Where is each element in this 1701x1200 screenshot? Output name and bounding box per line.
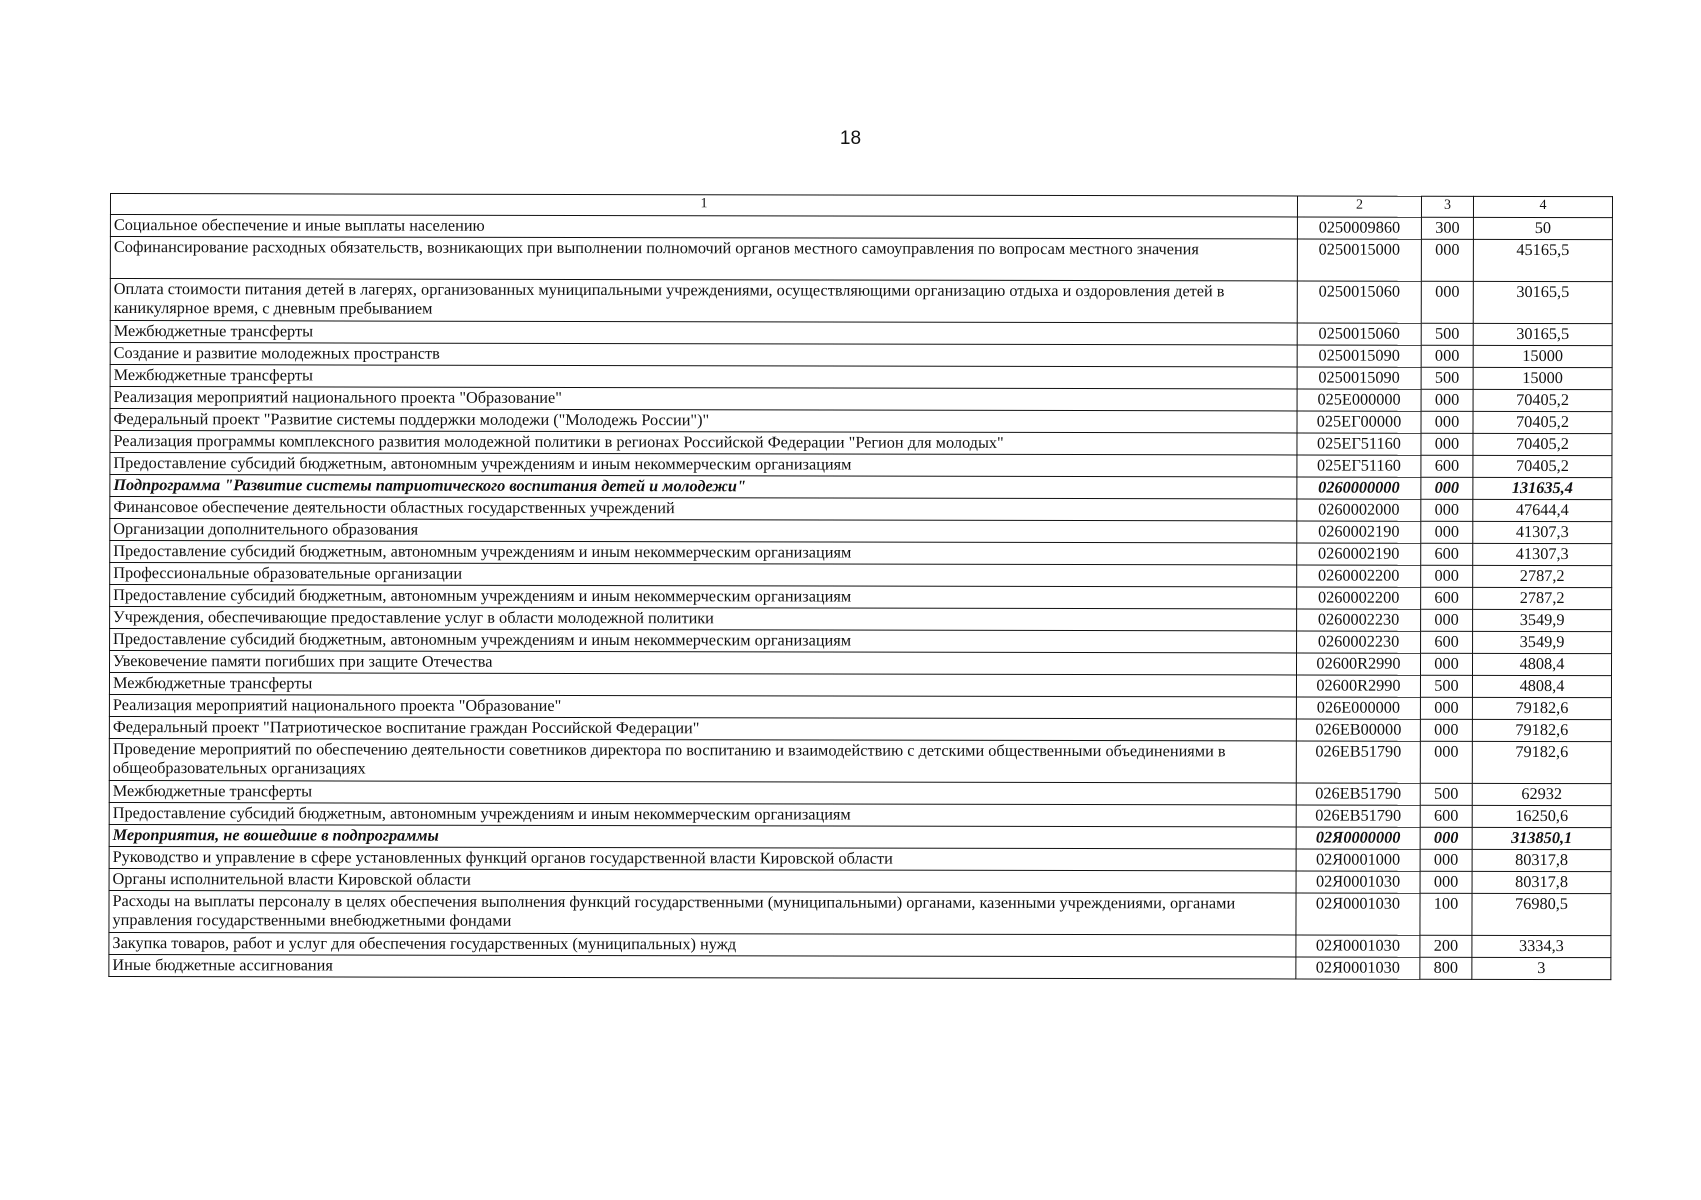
table-body: [109, 215, 1613, 980]
cell-expense-kind: 000: [1420, 719, 1472, 741]
table-row: [110, 453, 1612, 478]
cell-name: Межбюджетные трансферты: [110, 365, 1297, 389]
cell-target-code: 025ЕГ00000: [1297, 411, 1421, 433]
cell-amount: 16250,6: [1472, 805, 1611, 827]
cell-amount: 70405,2: [1473, 433, 1612, 455]
cell-expense-kind: 500: [1420, 675, 1472, 697]
table-row: [109, 802, 1611, 827]
cell-name: Финансовое обеспечение деятельности областных государственных учреждений: [110, 497, 1297, 521]
cell-amount: 50: [1473, 217, 1612, 239]
cell-expense-kind: 000: [1421, 239, 1473, 281]
cell-expense-kind: 000: [1421, 565, 1473, 587]
cell-amount: 2787,2: [1473, 565, 1612, 587]
cell-name: Организации дополнительного образования: [110, 519, 1297, 543]
cell-name: Межбюджетные трансферты: [109, 780, 1296, 804]
column-header-kind: 3: [1421, 196, 1473, 217]
cell-target-code: 0250015090: [1297, 345, 1421, 367]
cell-amount: 76980,5: [1472, 893, 1611, 935]
column-header-name: 1: [110, 194, 1297, 217]
table-row: [110, 607, 1612, 632]
cell-target-code: 0260002190: [1297, 521, 1421, 543]
cell-expense-kind: 600: [1421, 455, 1473, 477]
cell-amount: 4808,4: [1472, 653, 1611, 675]
cell-expense-kind: 000: [1421, 411, 1473, 433]
table-row: [109, 716, 1611, 741]
cell-target-code: 0250015060: [1297, 323, 1421, 345]
cell-amount: 4808,4: [1472, 675, 1611, 697]
cell-expense-kind: 600: [1421, 543, 1473, 565]
table-row: [110, 215, 1612, 240]
cell-name: Федеральный проект "Развитие системы поддержки молодежи ("Молодежь России")": [110, 409, 1297, 433]
cell-expense-kind: 500: [1421, 323, 1473, 345]
cell-name: Иные бюджетные ассигнования: [109, 954, 1296, 978]
table-row: [110, 541, 1612, 566]
column-header-code: 2: [1297, 196, 1421, 217]
cell-amount: 70405,2: [1473, 389, 1612, 411]
table-row: [109, 868, 1611, 893]
table-row: [110, 343, 1612, 368]
table-row: [110, 387, 1612, 412]
cell-name: Межбюджетные трансферты: [110, 321, 1297, 345]
cell-expense-kind: 000: [1420, 741, 1472, 783]
cell-target-code: 0260002200: [1297, 587, 1421, 609]
cell-expense-kind: 000: [1420, 871, 1472, 893]
cell-name: Учреждения, обеспечивающие предоставление услуг в области молодежной политики: [110, 607, 1297, 631]
table-row: [109, 954, 1611, 979]
cell-name: Закупка товаров, работ и услуг для обеспечения государственных (муниципальных) нужд: [109, 932, 1296, 956]
cell-expense-kind: 500: [1421, 367, 1473, 389]
column-header-amount: 4: [1473, 196, 1612, 217]
cell-target-code: 02Я0001030: [1296, 935, 1420, 957]
cell-expense-kind: 000: [1420, 653, 1472, 675]
cell-target-code: 02Я0001000: [1296, 849, 1420, 871]
table-row: [109, 846, 1611, 871]
table-row: [110, 629, 1612, 654]
cell-target-code: 02600R2990: [1296, 653, 1420, 675]
cell-target-code: 0250009860: [1297, 217, 1421, 239]
cell-expense-kind: 000: [1421, 477, 1473, 499]
cell-expense-kind: 600: [1420, 805, 1472, 827]
table-row: [110, 519, 1612, 544]
cell-amount: 70405,2: [1473, 411, 1612, 433]
cell-expense-kind: 800: [1420, 957, 1472, 979]
table-row: [109, 824, 1611, 849]
cell-target-code: 02Я0000000: [1296, 827, 1420, 849]
cell-expense-kind: 500: [1420, 783, 1472, 805]
cell-expense-kind: 600: [1421, 631, 1473, 653]
table-row: [109, 780, 1611, 805]
cell-expense-kind: 600: [1421, 587, 1473, 609]
cell-amount: 3334,3: [1472, 935, 1611, 957]
cell-target-code: 0260002230: [1297, 609, 1421, 631]
cell-amount: 79182,6: [1472, 697, 1611, 719]
cell-amount: 3549,9: [1473, 609, 1612, 631]
cell-name: Мероприятия, не вошедшие в подпрограммы: [109, 824, 1296, 848]
table-row: [110, 279, 1612, 324]
cell-amount: 47644,4: [1473, 499, 1612, 521]
cell-target-code: 02Я0001030: [1296, 957, 1420, 979]
cell-target-code: 026E000000: [1296, 697, 1420, 719]
cell-name: Расходы на выплаты персоналу в целях обеспечения выполнения функций государственными (муниципальными) органами, казенными учреждениями, органами управления государственными внебюджетными фондами: [109, 890, 1296, 934]
cell-target-code: 025E000000: [1297, 389, 1421, 411]
cell-amount: 45165,5: [1473, 239, 1612, 281]
cell-name: Профессиональные образовательные организации: [110, 563, 1297, 587]
page-number: 18: [839, 128, 862, 149]
table-row: [109, 932, 1611, 957]
cell-name: Органы исполнительной власти Кировской области: [109, 868, 1296, 892]
cell-expense-kind: 300: [1421, 217, 1473, 239]
cell-name: Реализация мероприятий национального проекта "Образование": [109, 694, 1296, 718]
cell-amount: 41307,3: [1473, 521, 1612, 543]
table-row: [109, 673, 1611, 698]
cell-target-code: 026EB51790: [1296, 805, 1420, 827]
cell-target-code: 026EB51790: [1296, 783, 1420, 805]
cell-name: Предоставление субсидий бюджетным, автономным учреждениям и иным некоммерческим организациям: [109, 802, 1296, 826]
cell-target-code: 0250015000: [1297, 239, 1421, 281]
table-row: [109, 890, 1611, 935]
cell-amount: 131635,4: [1473, 477, 1612, 499]
cell-name: Создание и развитие молодежных пространств: [110, 343, 1297, 367]
table-row: [110, 431, 1612, 456]
cell-expense-kind: 000: [1421, 433, 1473, 455]
table-row: [110, 585, 1612, 610]
cell-name: Социальное обеспечение и иные выплаты населению: [110, 215, 1297, 239]
cell-expense-kind: 000: [1421, 345, 1473, 367]
cell-name: Предоставление субсидий бюджетным, автономным учреждениям и иным некоммерческим организациям: [110, 541, 1297, 565]
cell-target-code: 0260002000: [1297, 499, 1421, 521]
cell-name: Предоставление субсидий бюджетным, автономным учреждениям и иным некоммерческим организациям: [110, 629, 1297, 653]
cell-amount: 2787,2: [1473, 587, 1612, 609]
cell-amount: 79182,6: [1472, 719, 1611, 741]
table-row: [110, 321, 1612, 346]
cell-target-code: 0260002200: [1297, 565, 1421, 587]
cell-amount: 80317,8: [1472, 871, 1611, 893]
cell-expense-kind: 000: [1421, 281, 1473, 323]
cell-expense-kind: 000: [1420, 697, 1472, 719]
cell-amount: 15000: [1473, 367, 1612, 389]
cell-amount: 41307,3: [1473, 543, 1612, 565]
cell-target-code: 0250015090: [1297, 367, 1421, 389]
table-row: [110, 365, 1612, 390]
cell-target-code: 025ЕГ51160: [1297, 455, 1421, 477]
cell-amount: 313850,1: [1472, 827, 1611, 849]
table-row: [109, 738, 1611, 783]
cell-expense-kind: 000: [1420, 827, 1472, 849]
table-row: [109, 651, 1611, 676]
cell-name: Оплата стоимости питания детей в лагерях, организованных муниципальными учреждениями, осуществляющими организацию отдыха и оздоровления детей в каникулярное время, с дневным пребыванием: [110, 279, 1297, 323]
cell-target-code: 026EB00000: [1296, 719, 1420, 741]
cell-name: Предоставление субсидий бюджетным, автономным учреждениям и иным некоммерческим организациям: [110, 585, 1297, 609]
table-row: [110, 237, 1612, 282]
table-row: [109, 694, 1611, 719]
cell-name: Подпрограмма "Развитие системы патриотического воспитания детей и молодежи": [110, 475, 1297, 499]
cell-name: Софинансирование расходных обязательств, возникающих при выполнении полномочий органов местного самоуправления по вопросам местного значения: [110, 237, 1297, 281]
cell-target-code: 02Я0001030: [1296, 871, 1420, 893]
cell-amount: 79182,6: [1472, 741, 1611, 783]
cell-expense-kind: 000: [1421, 609, 1473, 631]
cell-amount: 30165,5: [1473, 323, 1612, 345]
budget-table: [108, 193, 1613, 980]
cell-expense-kind: 100: [1420, 893, 1472, 935]
cell-amount: 62932: [1472, 783, 1611, 805]
cell-expense-kind: 000: [1421, 389, 1473, 411]
cell-name: Предоставление субсидий бюджетным, автономным учреждениям и иным некоммерческим организациям: [110, 453, 1297, 477]
cell-name: Федеральный проект "Патриотическое воспитание граждан Российской Федерации": [109, 716, 1296, 740]
cell-amount: 3549,9: [1473, 631, 1612, 653]
cell-target-code: 0260000000: [1297, 477, 1421, 499]
cell-name: Проведение мероприятий по обеспечению деятельности советников директора по воспитанию и взаимодействию с детскими общественными объединениями в общеобразовательных организациях: [109, 738, 1296, 782]
cell-target-code: 02600R2990: [1296, 675, 1420, 697]
cell-expense-kind: 200: [1420, 935, 1472, 957]
cell-name: Межбюджетные трансферты: [109, 673, 1296, 697]
cell-target-code: 0260002190: [1297, 543, 1421, 565]
cell-amount: 3: [1472, 957, 1611, 979]
cell-amount: 30165,5: [1473, 281, 1612, 323]
cell-target-code: 0260002230: [1297, 631, 1421, 653]
cell-target-code: 02Я0001030: [1296, 893, 1420, 935]
cell-target-code: 025ЕГ51160: [1297, 433, 1421, 455]
cell-name: Реализация мероприятий национального проекта "Образование": [110, 387, 1297, 411]
cell-amount: 80317,8: [1472, 849, 1611, 871]
cell-name: Реализация программы комплексного развития молодежной политики в регионах Российской Федерации "Регион для молодых": [110, 431, 1297, 455]
table-row: [110, 475, 1612, 500]
cell-target-code: 0250015060: [1297, 281, 1421, 323]
table-row: [110, 497, 1612, 522]
table-row: [110, 563, 1612, 588]
cell-expense-kind: 000: [1420, 849, 1472, 871]
cell-expense-kind: 000: [1421, 499, 1473, 521]
cell-target-code: 026EB51790: [1296, 741, 1420, 783]
table-row: [110, 409, 1612, 434]
cell-expense-kind: 000: [1421, 521, 1473, 543]
cell-amount: 15000: [1473, 345, 1612, 367]
cell-amount: 70405,2: [1473, 455, 1612, 477]
cell-name: Руководство и управление в сфере установленных функций органов государственной власти Кировской области: [109, 846, 1296, 870]
cell-name: Увековечение памяти погибших при защите Отечества: [109, 651, 1296, 675]
